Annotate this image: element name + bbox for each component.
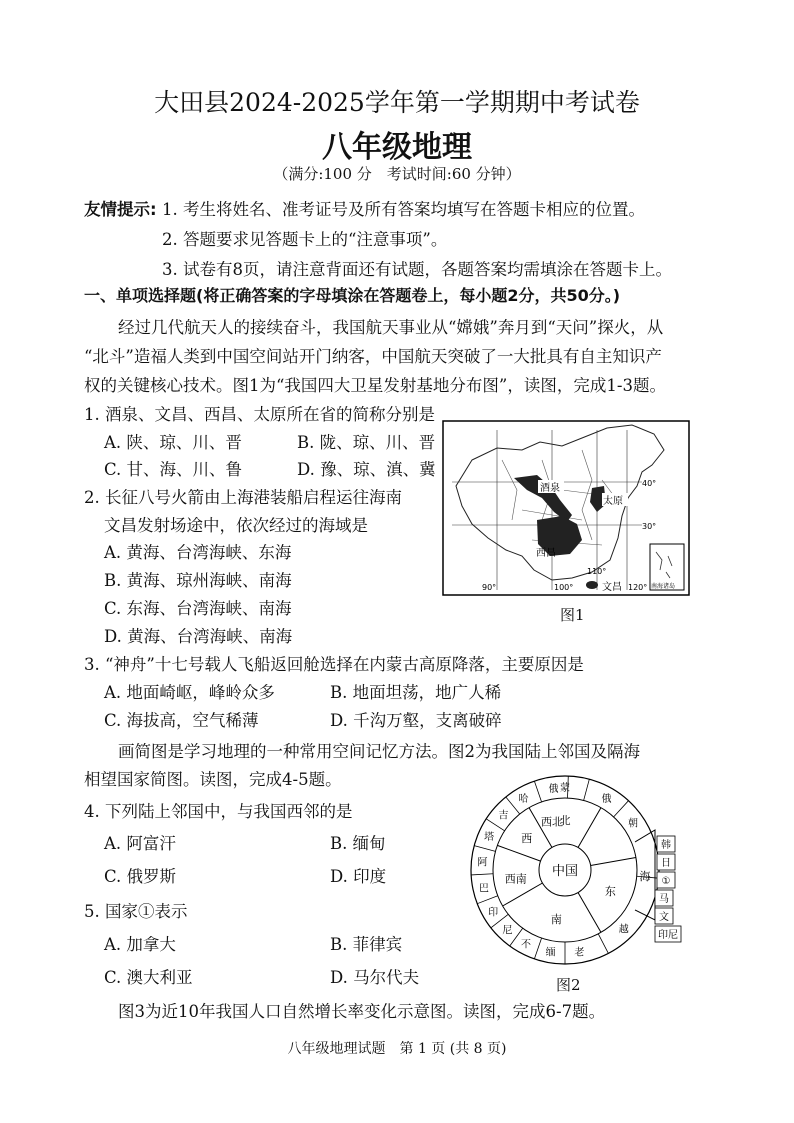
- label-lat40: 40°: [642, 479, 657, 488]
- q1-option-c[interactable]: C. 甘、海、川、鲁: [104, 460, 243, 479]
- sector-divider: [578, 893, 601, 933]
- figure1-map: [442, 420, 690, 596]
- neighbor-country-label: 巴: [478, 883, 489, 895]
- exam-info: （满分:100 分 考试时间:60 分钟）: [273, 165, 521, 183]
- q5-option-c[interactable]: C. 澳大利亚: [104, 968, 193, 987]
- figure1-caption: 图1: [560, 606, 585, 624]
- q3-option-d[interactable]: D. 千沟万壑，支离破碎: [330, 711, 502, 730]
- figure2-caption: 图2: [556, 976, 581, 994]
- tip-2: 2. 答题要求见答题卡上的“注意事项”。: [162, 230, 448, 249]
- outer-divider: [598, 934, 608, 954]
- neighbor-country-label: 朝: [627, 818, 638, 830]
- q1-stem: 1. 酒泉、文昌、西昌、太原所在省的简称分别是: [84, 405, 435, 424]
- label-lon110: 110°: [587, 567, 607, 576]
- label-lon90: 90°: [482, 583, 497, 592]
- sector-divider: [591, 857, 636, 865]
- inset-label: 南海诸岛: [651, 583, 676, 590]
- sector-label: 西南: [504, 872, 527, 886]
- q1-option-d[interactable]: D. 豫、琼、滇、冀: [297, 460, 436, 479]
- outer-divider: [534, 781, 541, 802]
- hainan-region: [586, 581, 598, 589]
- q2-stem-line1: 2. 长征八号火箭由上海港装船启程运往海南: [84, 488, 402, 507]
- figure2-diagram: [455, 770, 685, 975]
- outer-divider: [474, 846, 495, 852]
- q1-option-a[interactable]: A. 陕、琼、川、晋: [104, 433, 242, 452]
- sea-country-label: ①: [661, 876, 671, 887]
- q2-stem-line2: 文昌发射场途中，依次经过的海域是: [104, 516, 368, 535]
- neighbor-country-label: 不: [521, 939, 532, 951]
- neighbor-country-label: 哈: [518, 794, 529, 806]
- sea-country-label: 马: [659, 894, 669, 905]
- q4-option-c[interactable]: C. 俄罗斯: [104, 867, 177, 886]
- center-label: 中国: [551, 864, 579, 879]
- q2-option-a[interactable]: A. 黄海、台湾海峡、东海: [104, 543, 292, 562]
- exam-title: 大田县2024-2025学年第一学期期中考试卷: [154, 88, 640, 117]
- sector-label: 西: [521, 831, 533, 845]
- q1-option-b[interactable]: B. 陇、琼、川、晋: [297, 433, 436, 452]
- sector-label: 北: [559, 814, 571, 827]
- q5-option-b[interactable]: B. 菲律宾: [330, 935, 403, 954]
- tips-label: 友情提示:: [84, 200, 157, 219]
- q2-option-d[interactable]: D. 黄海、台湾海峡、南海: [104, 627, 293, 646]
- intro2-line1: 画简图是学习地理的一种常用空间记忆方法。图2为我国陆上邻国及隔海: [118, 742, 640, 761]
- subject-title: 八年级地理: [322, 130, 472, 165]
- q4-option-d[interactable]: D. 印度: [330, 867, 387, 886]
- neighbor-country-label: 阿: [477, 857, 488, 869]
- label-taiyuan: 太原: [603, 496, 623, 507]
- q4-option-b[interactable]: B. 缅甸: [330, 834, 386, 853]
- intro2-line2: 相望国家简图。读图，完成4-5题。: [84, 770, 342, 789]
- label-xichang: 西昌: [536, 548, 556, 559]
- q3-option-b[interactable]: B. 地面坦荡，地广人稀: [330, 683, 502, 702]
- sea-country-label: 文: [659, 912, 669, 923]
- sea-country-label: 日: [661, 858, 671, 869]
- sector-divider: [503, 883, 543, 906]
- label-lat30: 30°: [642, 522, 657, 531]
- intro3: 图3为近10年我国人口自然增长率变化示意图。读图，完成6-7题。: [118, 1002, 606, 1021]
- outer-divider: [534, 938, 541, 959]
- q4-stem: 4. 下列陆上邻国中，与我国西邻的是: [84, 802, 353, 821]
- sector-label: 西北: [541, 815, 564, 829]
- neighbor-country-label: 吉: [498, 810, 509, 822]
- q3-option-c[interactable]: C. 海拔高，空气稀薄: [104, 711, 259, 730]
- outer-divider: [477, 896, 498, 904]
- neighbor-country-label: 塔: [484, 832, 495, 844]
- label-wenchang: 文昌: [602, 582, 622, 593]
- page-footer: 八年级地理试题 第 1 页 (共 8 页): [287, 1041, 507, 1057]
- q5-stem: 5. 国家①表示: [84, 902, 188, 921]
- tip-3: 3. 试卷有8页，请注意背面还有试题，各题答案均需填涂在答题卡上。: [162, 260, 672, 279]
- sector-divider: [497, 845, 540, 861]
- intro1-line1: 经过几代航天人的接续奋斗，我国航天事业从“嫦娥”奔月到“天问”探火，从: [118, 318, 664, 337]
- sea-label: 海: [639, 870, 651, 883]
- q5-option-a[interactable]: A. 加拿大: [104, 935, 176, 954]
- neighbor-country-label: 蒙: [560, 783, 570, 794]
- q2-option-c[interactable]: C. 东海、台湾海峡、南海: [104, 599, 292, 618]
- q4-option-a[interactable]: A. 阿富汗: [104, 834, 176, 853]
- sea-country-label: 韩: [661, 840, 671, 851]
- q3-stem: 3. “神舟”十七号载人飞船返回舱选择在内蒙古高原降落，主要原因是: [84, 655, 584, 674]
- intro1-line3: 权的关键核心技术。图1为“我国四大卫星发射基地分布图”，读图，完成1-3题。: [84, 376, 666, 395]
- q3-option-a[interactable]: A. 地面崎岖，峰岭众多: [104, 683, 275, 702]
- outer-divider: [584, 779, 590, 800]
- sea-country-label: 印尼: [658, 930, 678, 941]
- outer-divider: [614, 801, 629, 817]
- outer-divider: [568, 776, 569, 798]
- sector-label: 南: [550, 913, 562, 927]
- neighbor-country-label: 印: [488, 907, 499, 919]
- neighbor-country-label: 越: [618, 924, 629, 936]
- tip-1: 1. 考生将姓名、准考证号及所有答案均填写在答题卡相应的位置。: [162, 200, 645, 219]
- q5-option-d[interactable]: D. 马尔代夫: [330, 968, 420, 987]
- neighbor-country-label: 缅: [545, 947, 556, 959]
- outer-divider: [471, 874, 493, 875]
- neighbor-country-label: 尼: [502, 925, 513, 937]
- neighbor-country-label: 老: [574, 947, 585, 959]
- label-lon100: 100°: [554, 583, 574, 592]
- neighbor-country-label: 俄: [601, 794, 612, 806]
- label-lon120: 120°: [628, 583, 648, 592]
- sector-label: 东: [604, 885, 616, 899]
- sector-divider: [578, 808, 601, 848]
- intro1-line2: “北斗”造福人类到中国空间站开门纳客，中国航天突破了一大批具有自主知识产: [84, 347, 662, 366]
- label-jiuquan: 酒泉: [540, 483, 560, 494]
- section-heading: 一、单项选择题(将正确答案的字母填涂在答题卷上，每小题2分，共50分。): [84, 286, 621, 305]
- neighbor-country-label: 俄: [548, 783, 559, 795]
- q2-option-b[interactable]: B. 黄海、琼州海峡、南海: [104, 571, 292, 590]
